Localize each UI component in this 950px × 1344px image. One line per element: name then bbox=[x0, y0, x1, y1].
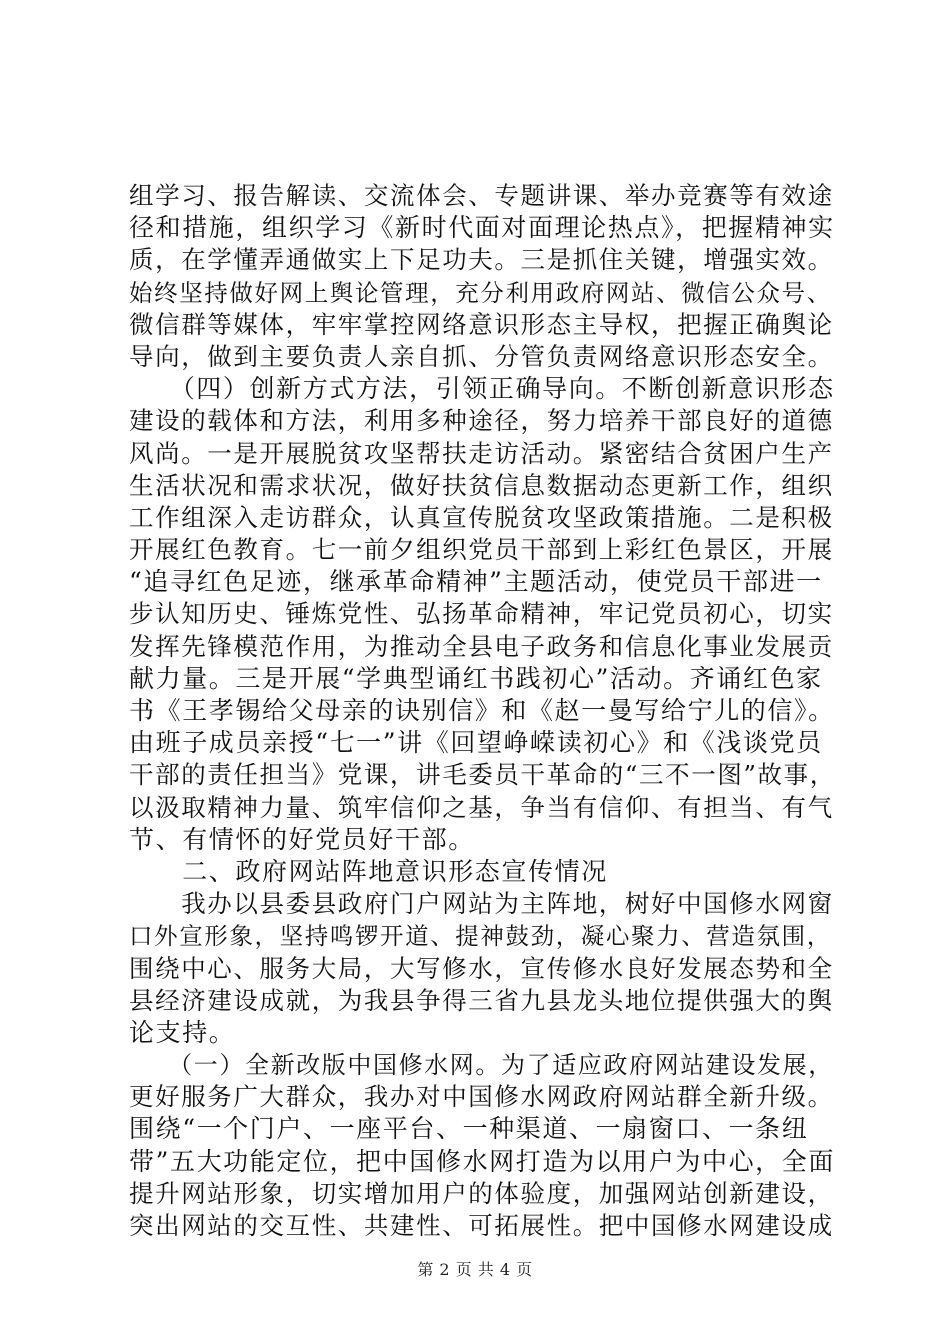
text-line: 由班子成员亲授“七一”讲《回望峥嵘读初心》和《浅谈党员 bbox=[129, 728, 823, 758]
text-line: “追寻红色足迹，继承革命精神”主题活动，使党员干部进一 bbox=[129, 567, 823, 597]
text-line: 论支持。 bbox=[129, 1017, 236, 1047]
text-line: 县经济建设成就，为我县争得三省九县龙头地位提供强大的舆 bbox=[129, 985, 834, 1015]
text-line: 风尚。一是开展脱贫攻坚帮扶走访活动。紧密结合贫困户生产 bbox=[129, 438, 834, 468]
text-line: 始终坚持做好网上舆论管理，充分利用政府网站、微信公众号、 bbox=[129, 278, 832, 307]
page-number-footer: 第 2 页 共 4 页 bbox=[417, 1260, 533, 1279]
text-line: 我办以县委县政府门户网站为主阵地，树好中国修水网窗 bbox=[129, 889, 834, 919]
text-line: 干部的责任担当》党课，讲毛委员干革命的“三不一图”故事， bbox=[129, 760, 836, 790]
text-line: 更好服务广大群众，我办对中国修水网政府网站群全新升级。 bbox=[129, 1082, 834, 1112]
text-line: 二、政府网站阵地意识形态宣传情况 bbox=[129, 856, 608, 886]
text-line: 步认知历史、锤炼党性、弘扬革命精神，牢记党员初心，切实 bbox=[129, 599, 834, 629]
text-line: 提升网站形象，切实增加用户的体验度，加强网站创新建设， bbox=[129, 1178, 834, 1208]
text-line: 节、有情怀的好党员好干部。 bbox=[129, 824, 475, 854]
text-line: 口外宣形象，坚持鸣锣开道、提神鼓劲，凝心聚力、营造氛围， bbox=[129, 922, 832, 951]
text-line: 径和措施，组织学习《新时代面对面理论热点》，把握精神实 bbox=[129, 213, 835, 243]
text-line: 献力量。三是开展“学典型诵红书践初心”活动。齐诵红色家 bbox=[129, 663, 823, 693]
text-line: 发挥先锋模范作用，为推动全县电子政务和信息化事业发展贡 bbox=[129, 631, 834, 661]
text-line: （一）全新改版中国修水网。为了适应政府网站建设发展， bbox=[129, 1051, 834, 1080]
text-line: 建设的载体和方法，利用多种途径，努力培养干部良好的道德 bbox=[129, 406, 834, 436]
document-body bbox=[129, 180, 841, 1242]
text-line: 书《王孝锡给父母亲的诀别信》和《赵一曼写给宁儿的信》。 bbox=[129, 696, 835, 725]
text-line: 生活状况和需求状况，做好扶贫信息数据动态更新工作，组织 bbox=[129, 470, 834, 500]
text-line: 导向，做到主要负责人亲自抓、分管负责网络意识形态安全。 bbox=[129, 341, 834, 371]
text-line: 微信群等媒体，牢牢掌控网络意识形态主导权，把握正确舆论 bbox=[129, 309, 834, 339]
text-line: （四）创新方式方法，引领正确导向。不断创新意识形态 bbox=[129, 374, 835, 404]
text-line: 带”五大功能定位，把中国修水网打造为以用户为中心，全面 bbox=[129, 1146, 835, 1176]
text-line: 组学习、报告解读、交流体会、专题讲课、举办竞赛等有效途 bbox=[129, 181, 834, 210]
text-line: 以汲取精神力量、筑牢信仰之基，争当有信仰、有担当、有气 bbox=[129, 792, 834, 822]
text-line: 突出网站的交互性、共建性、可拓展性。把中国修水网建设成 bbox=[129, 1211, 834, 1240]
text-line: 质，在学懂弄通做实上下足功夫。三是抓住关键，增强实效。 bbox=[129, 245, 834, 275]
text-line: 围绕“一个门户、一座平台、一种渠道、一扇窗口、一条纽 bbox=[129, 1114, 809, 1144]
text-line: 工作组深入走访群众，认真宣传脱贫攻坚政策措施。二是积极 bbox=[129, 502, 834, 532]
text-line: 开展红色教育。七一前夕组织党员干部到上彩红色景区，开展 bbox=[129, 535, 834, 565]
text-line: 围绕中心、服务大局，大写修水，宣传修水良好发展态势和全 bbox=[129, 953, 834, 983]
